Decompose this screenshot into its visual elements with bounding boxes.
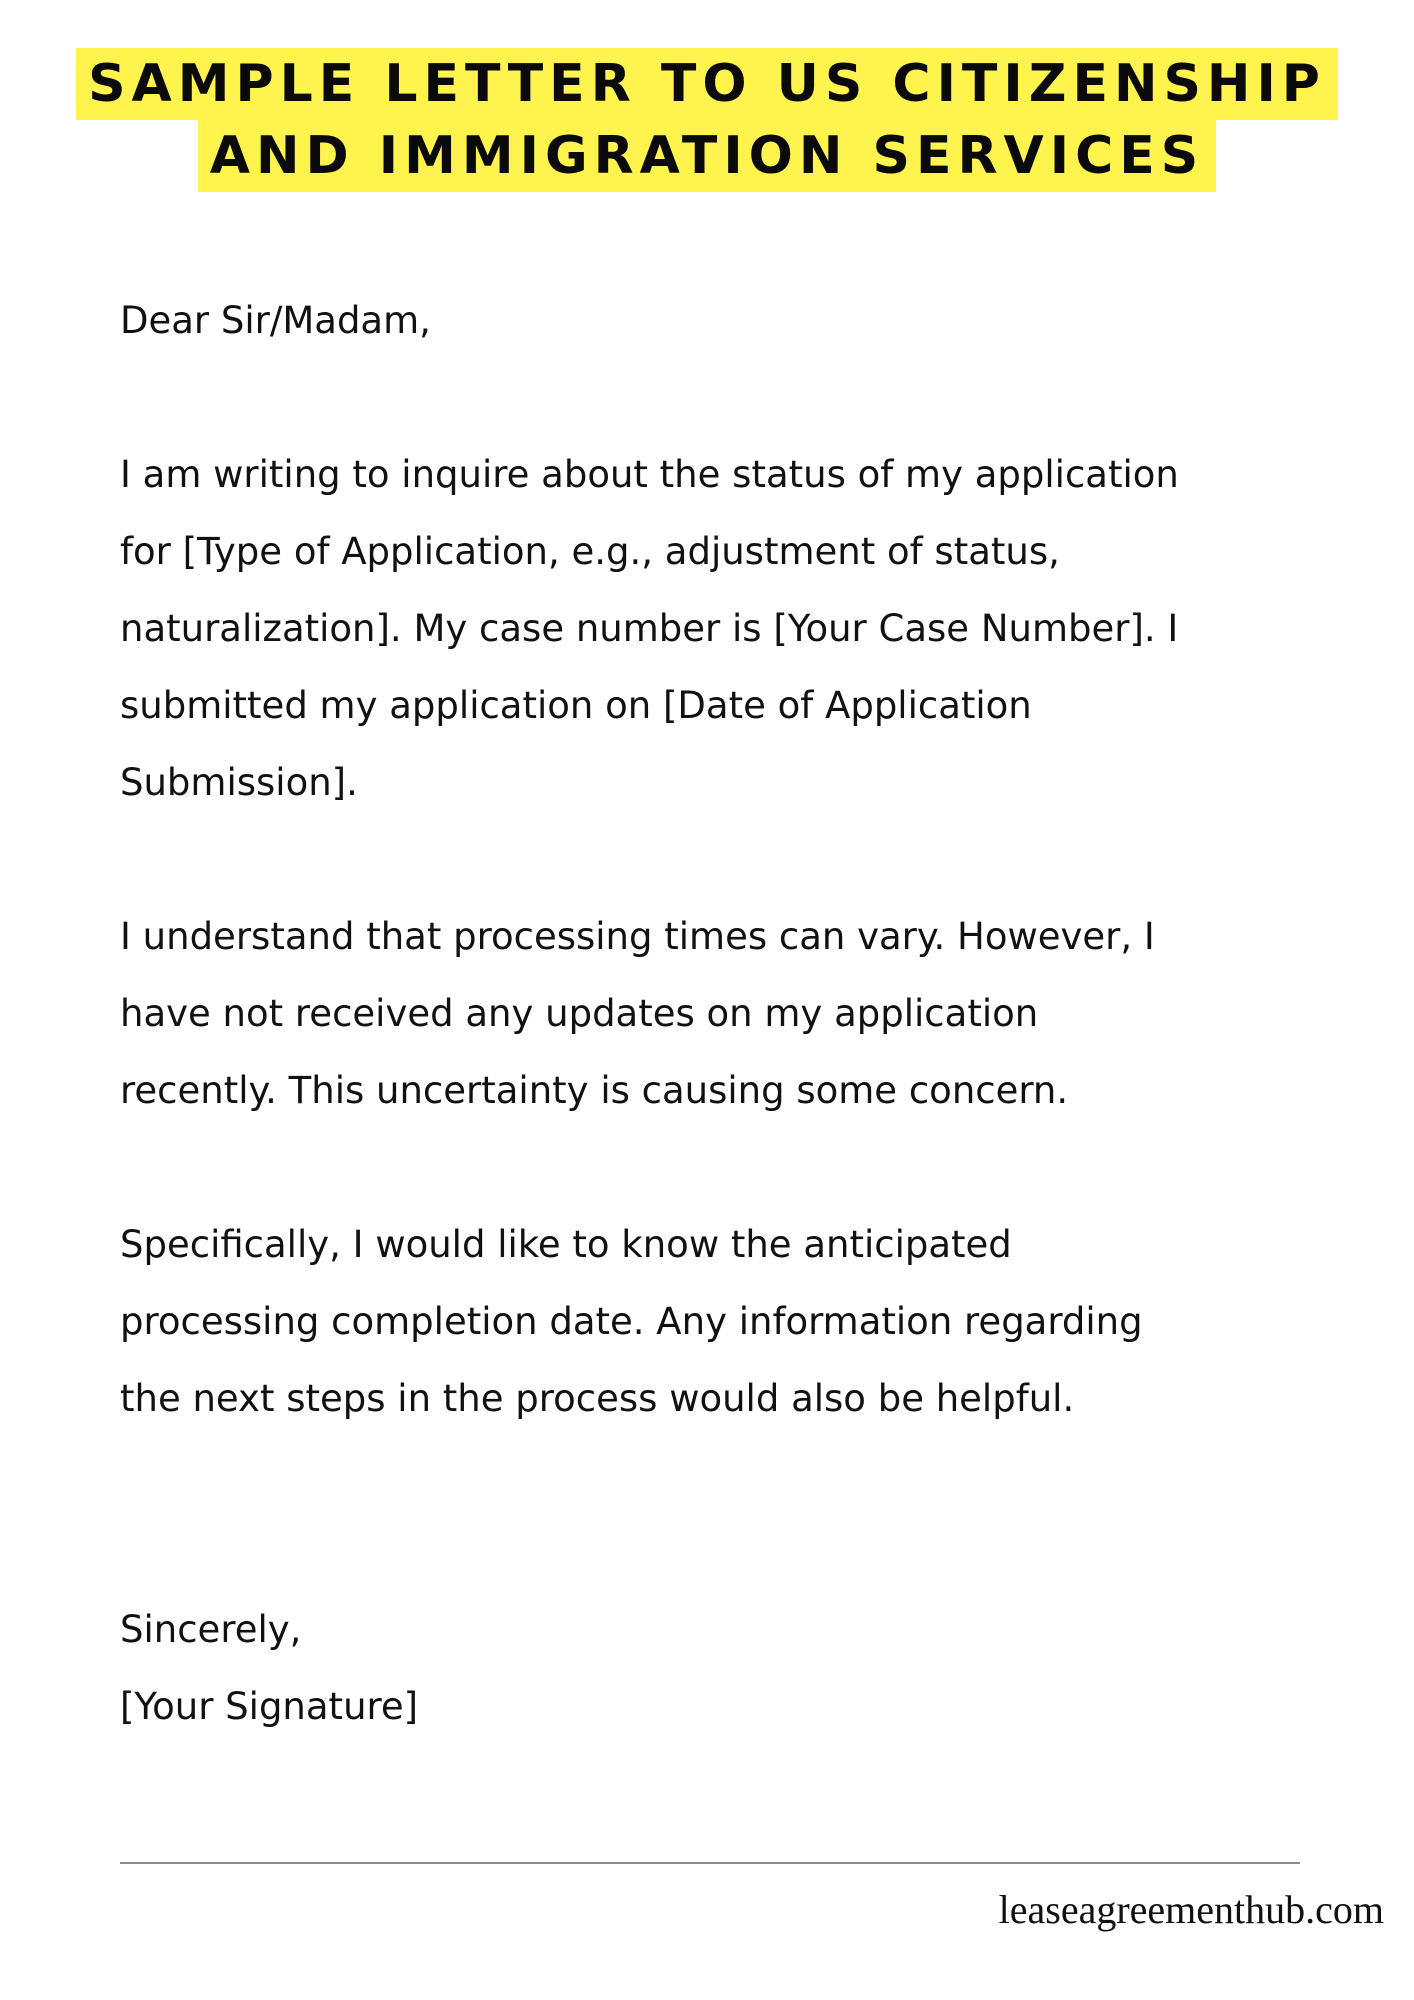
spacer <box>120 821 1350 898</box>
letter-title <box>0 48 1414 192</box>
spacer <box>120 1437 1350 1591</box>
paragraph-line: submitted my application on [Date of Application <box>120 684 1032 727</box>
signature-placeholder: [Your Signature] <box>120 1685 419 1728</box>
paragraph-3 <box>120 1206 1350 1437</box>
paragraph-line: recently. This uncertainty is causing some concern. <box>120 1069 1069 1112</box>
paragraph-line: I am writing to inquire about the status of my application <box>120 453 1179 496</box>
paragraph-line: naturalization]. My case number is [Your Case Number]. I <box>120 607 1179 650</box>
letter-body <box>120 282 1350 1745</box>
paragraph-line: have not received any updates on my application <box>120 992 1039 1035</box>
title-line-1: SAMPLE LETTER TO US CITIZENSHIP <box>76 48 1338 120</box>
title-line-2: AND IMMIGRATION SERVICES <box>198 120 1217 192</box>
spacer <box>120 359 1350 436</box>
paragraph-line: the next steps in the process would also be helpful. <box>120 1377 1075 1420</box>
paragraph-line: Submission]. <box>120 761 358 804</box>
paragraph-line: processing completion date. Any information regarding <box>120 1300 1143 1343</box>
salutation: Dear Sir/Madam, <box>120 299 431 342</box>
paragraph-2 <box>120 898 1350 1129</box>
closing: Sincerely, <box>120 1608 302 1651</box>
paragraph-line: Specifically, I would like to know the anticipated <box>120 1223 1012 1266</box>
footer-divider <box>120 1862 1300 1864</box>
spacer <box>120 1129 1350 1206</box>
footer-site-name: leaseagreementhub.com <box>998 1887 1384 1932</box>
paragraph-line: I understand that processing times can vary. However, I <box>120 915 1155 958</box>
paragraph-line: for [Type of Application, e.g., adjustment of status, <box>120 530 1060 573</box>
paragraph-1 <box>120 436 1350 821</box>
